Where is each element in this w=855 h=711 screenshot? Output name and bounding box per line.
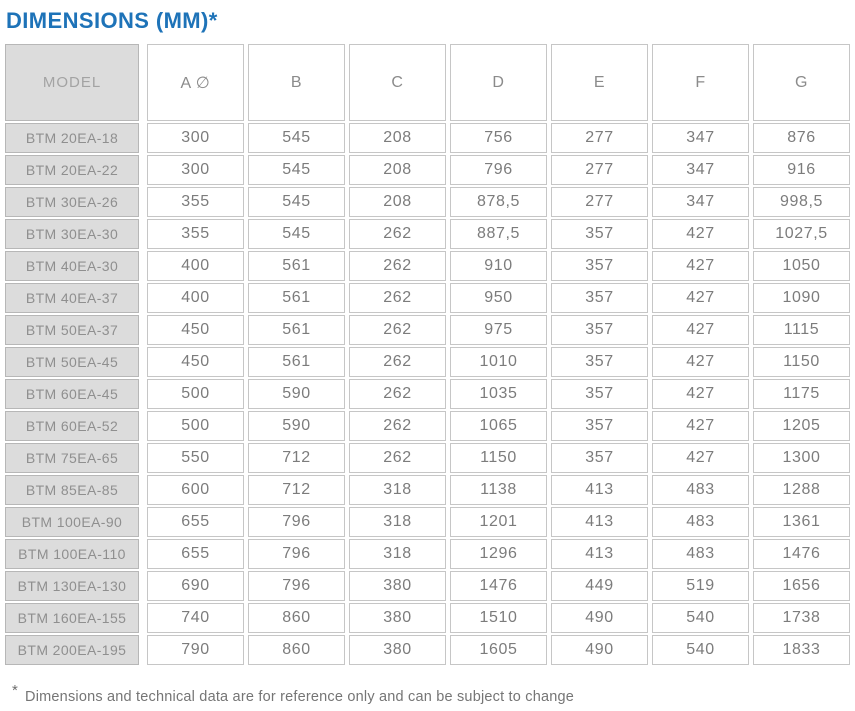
value-cell: 500 bbox=[147, 379, 244, 409]
value-cell: 740 bbox=[147, 603, 244, 633]
footnote-text: Dimensions and technical data are for reference only and can be subject to change bbox=[25, 689, 575, 705]
value-cell: 1656 bbox=[753, 571, 850, 601]
model-cell: BTM 50EA-37 bbox=[5, 315, 139, 345]
value-cell: 427 bbox=[652, 219, 749, 249]
value-cell: 561 bbox=[248, 251, 345, 281]
value-cell: 655 bbox=[147, 507, 244, 537]
value-cell: 262 bbox=[349, 411, 446, 441]
value-cell: 519 bbox=[652, 571, 749, 601]
value-cell: 1833 bbox=[753, 635, 850, 665]
model-cell: BTM 100EA-90 bbox=[5, 507, 139, 537]
value-cell: 262 bbox=[349, 251, 446, 281]
value-cell: 1035 bbox=[450, 379, 547, 409]
value-cell: 380 bbox=[349, 571, 446, 601]
column-header-4: D bbox=[450, 44, 547, 121]
value-cell: 450 bbox=[147, 347, 244, 377]
value-cell: 916 bbox=[753, 155, 850, 185]
value-cell: 483 bbox=[652, 539, 749, 569]
model-cell: BTM 200EA-195 bbox=[5, 635, 139, 665]
value-cell: 1738 bbox=[753, 603, 850, 633]
value-cell: 545 bbox=[248, 123, 345, 153]
value-cell: 427 bbox=[652, 283, 749, 313]
value-cell: 860 bbox=[248, 603, 345, 633]
page-title: DIMENSIONS (MM)* bbox=[6, 8, 218, 33]
value-cell: 413 bbox=[551, 475, 648, 505]
value-cell: 490 bbox=[551, 603, 648, 633]
value-cell: 347 bbox=[652, 123, 749, 153]
column-header-2: B bbox=[248, 44, 345, 121]
model-cell: BTM 85EA-85 bbox=[5, 475, 139, 505]
value-cell: 1010 bbox=[450, 347, 547, 377]
value-cell: 950 bbox=[450, 283, 547, 313]
value-cell: 357 bbox=[551, 315, 648, 345]
value-cell: 483 bbox=[652, 507, 749, 537]
value-cell: 427 bbox=[652, 379, 749, 409]
value-cell: 796 bbox=[450, 155, 547, 185]
value-cell: 1300 bbox=[753, 443, 850, 473]
value-cell: 590 bbox=[248, 411, 345, 441]
value-cell: 490 bbox=[551, 635, 648, 665]
value-cell: 878,5 bbox=[450, 187, 547, 217]
model-cell: BTM 20EA-22 bbox=[5, 155, 139, 185]
model-column-header: MODEL bbox=[5, 44, 139, 121]
value-cell: 450 bbox=[147, 315, 244, 345]
model-cell: BTM 60EA-52 bbox=[5, 411, 139, 441]
value-cell: 347 bbox=[652, 155, 749, 185]
value-cell: 413 bbox=[551, 539, 648, 569]
model-cell: BTM 100EA-110 bbox=[5, 539, 139, 569]
value-cell: 1205 bbox=[753, 411, 850, 441]
value-cell: 380 bbox=[349, 635, 446, 665]
value-cell: 500 bbox=[147, 411, 244, 441]
value-cell: 262 bbox=[349, 315, 446, 345]
value-cell: 1150 bbox=[753, 347, 850, 377]
value-cell: 357 bbox=[551, 219, 648, 249]
value-cell: 860 bbox=[248, 635, 345, 665]
value-cell: 796 bbox=[248, 571, 345, 601]
model-cell: BTM 30EA-30 bbox=[5, 219, 139, 249]
value-cell: 910 bbox=[450, 251, 547, 281]
value-cell: 1065 bbox=[450, 411, 547, 441]
model-cell: BTM 130EA-130 bbox=[5, 571, 139, 601]
value-cell: 427 bbox=[652, 411, 749, 441]
value-cell: 540 bbox=[652, 635, 749, 665]
value-cell: 357 bbox=[551, 379, 648, 409]
value-cell: 545 bbox=[248, 219, 345, 249]
value-cell: 1288 bbox=[753, 475, 850, 505]
model-cell: BTM 30EA-26 bbox=[5, 187, 139, 217]
value-cell: 300 bbox=[147, 123, 244, 153]
column-header-5: E bbox=[551, 44, 648, 121]
value-cell: 540 bbox=[652, 603, 749, 633]
column-header-6: F bbox=[652, 44, 749, 121]
value-cell: 876 bbox=[753, 123, 850, 153]
value-cell: 357 bbox=[551, 443, 648, 473]
value-cell: 998,5 bbox=[753, 187, 850, 217]
column-header-1: A ∅ bbox=[147, 44, 244, 121]
value-cell: 277 bbox=[551, 155, 648, 185]
value-cell: 400 bbox=[147, 283, 244, 313]
value-cell: 262 bbox=[349, 283, 446, 313]
value-cell: 887,5 bbox=[450, 219, 547, 249]
value-cell: 380 bbox=[349, 603, 446, 633]
value-cell: 1296 bbox=[450, 539, 547, 569]
value-cell: 1510 bbox=[450, 603, 547, 633]
value-cell: 357 bbox=[551, 283, 648, 313]
model-cell: BTM 75EA-65 bbox=[5, 443, 139, 473]
value-cell: 208 bbox=[349, 187, 446, 217]
value-cell: 1027,5 bbox=[753, 219, 850, 249]
model-cell: BTM 50EA-45 bbox=[5, 347, 139, 377]
value-cell: 550 bbox=[147, 443, 244, 473]
value-cell: 262 bbox=[349, 443, 446, 473]
model-cell: BTM 160EA-155 bbox=[5, 603, 139, 633]
value-cell: 208 bbox=[349, 155, 446, 185]
value-cell: 347 bbox=[652, 187, 749, 217]
value-cell: 262 bbox=[349, 219, 446, 249]
value-cell: 413 bbox=[551, 507, 648, 537]
value-cell: 318 bbox=[349, 539, 446, 569]
value-cell: 262 bbox=[349, 379, 446, 409]
value-cell: 796 bbox=[248, 539, 345, 569]
model-cell: BTM 60EA-45 bbox=[5, 379, 139, 409]
model-cell: BTM 20EA-18 bbox=[5, 123, 139, 153]
value-cell: 1476 bbox=[753, 539, 850, 569]
value-cell: 427 bbox=[652, 251, 749, 281]
value-cell: 1115 bbox=[753, 315, 850, 345]
value-cell: 357 bbox=[551, 411, 648, 441]
value-cell: 655 bbox=[147, 539, 244, 569]
value-cell: 318 bbox=[349, 507, 446, 537]
value-cell: 796 bbox=[248, 507, 345, 537]
footnote bbox=[12, 682, 855, 705]
value-cell: 561 bbox=[248, 283, 345, 313]
value-cell: 483 bbox=[652, 475, 749, 505]
value-cell: 355 bbox=[147, 219, 244, 249]
value-cell: 712 bbox=[248, 443, 345, 473]
value-cell: 712 bbox=[248, 475, 345, 505]
value-cell: 277 bbox=[551, 187, 648, 217]
value-cell: 427 bbox=[652, 315, 749, 345]
value-cell: 545 bbox=[248, 187, 345, 217]
value-cell: 1050 bbox=[753, 251, 850, 281]
column-header-7: G bbox=[753, 44, 850, 121]
value-cell: 975 bbox=[450, 315, 547, 345]
value-cell: 357 bbox=[551, 251, 648, 281]
value-cell: 427 bbox=[652, 443, 749, 473]
value-cell: 561 bbox=[248, 347, 345, 377]
value-cell: 600 bbox=[147, 475, 244, 505]
value-cell: 357 bbox=[551, 347, 648, 377]
footnote-asterisk: * bbox=[12, 682, 19, 699]
value-cell: 1175 bbox=[753, 379, 850, 409]
value-cell: 427 bbox=[652, 347, 749, 377]
value-cell: 1605 bbox=[450, 635, 547, 665]
value-cell: 300 bbox=[147, 155, 244, 185]
value-cell: 1138 bbox=[450, 475, 547, 505]
value-cell: 262 bbox=[349, 347, 446, 377]
value-cell: 545 bbox=[248, 155, 345, 185]
value-cell: 756 bbox=[450, 123, 547, 153]
value-cell: 449 bbox=[551, 571, 648, 601]
dimensions-table bbox=[5, 44, 855, 665]
column-header-3: C bbox=[349, 44, 446, 121]
value-cell: 790 bbox=[147, 635, 244, 665]
value-cell: 1476 bbox=[450, 571, 547, 601]
value-cell: 1150 bbox=[450, 443, 547, 473]
value-cell: 1201 bbox=[450, 507, 547, 537]
value-cell: 1090 bbox=[753, 283, 850, 313]
model-cell: BTM 40EA-30 bbox=[5, 251, 139, 281]
value-cell: 1361 bbox=[753, 507, 850, 537]
value-cell: 690 bbox=[147, 571, 244, 601]
value-cell: 590 bbox=[248, 379, 345, 409]
value-cell: 355 bbox=[147, 187, 244, 217]
value-cell: 208 bbox=[349, 123, 446, 153]
value-cell: 318 bbox=[349, 475, 446, 505]
model-cell: BTM 40EA-37 bbox=[5, 283, 139, 313]
value-cell: 561 bbox=[248, 315, 345, 345]
value-cell: 277 bbox=[551, 123, 648, 153]
value-cell: 400 bbox=[147, 251, 244, 281]
